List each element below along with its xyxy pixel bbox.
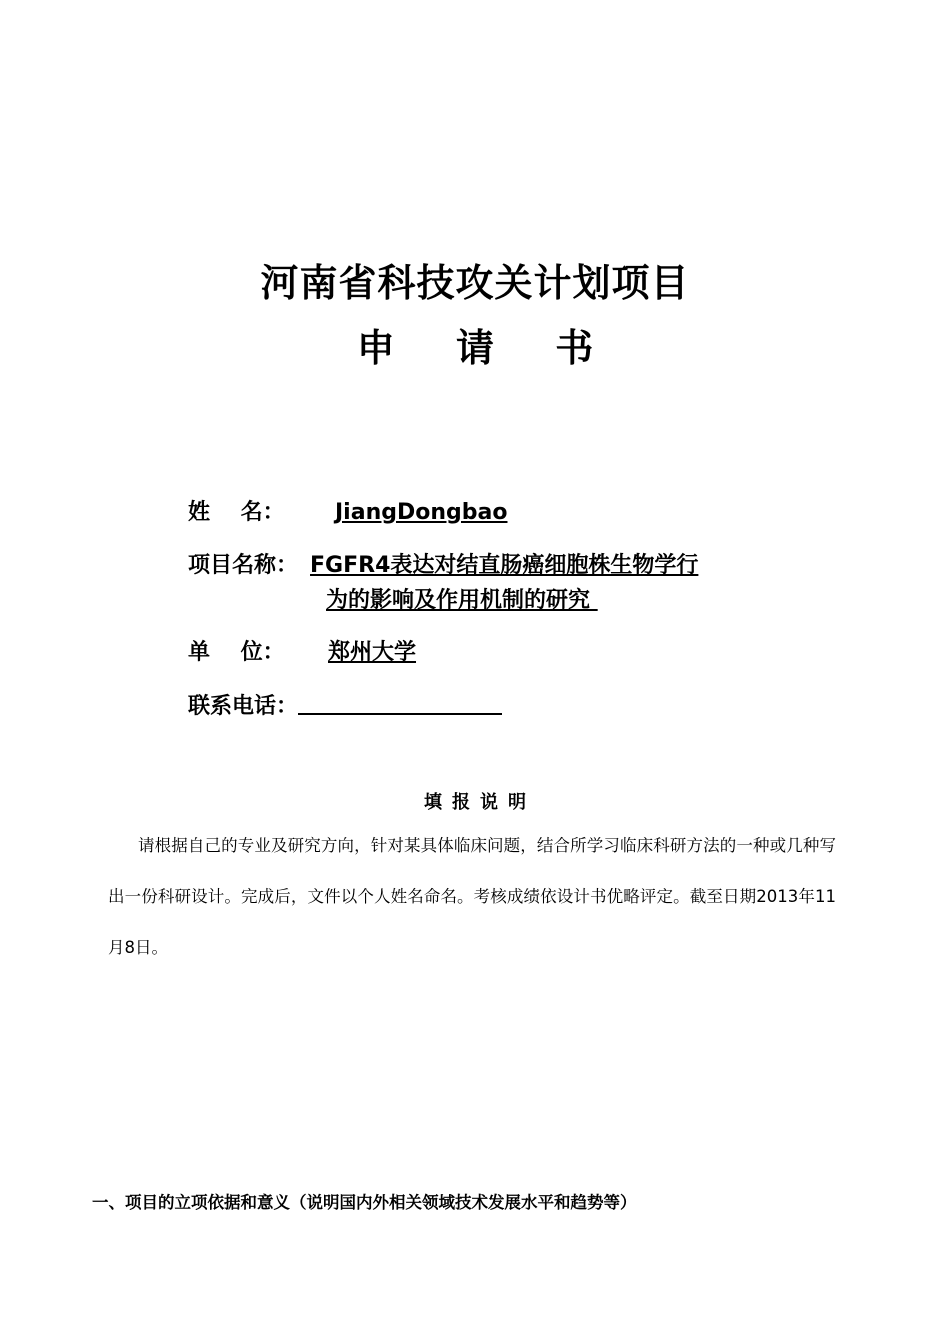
phone-field bbox=[188, 691, 502, 722]
project-name-value-line2: 为的影响及作用机制的研究 bbox=[326, 588, 598, 613]
project-name-value-line1: FGFR4表达对结直肠癌细胞株生物学行 bbox=[310, 553, 699, 578]
project-name-label: 项目名称： bbox=[188, 553, 299, 578]
unit-value: 郑州大学 bbox=[328, 640, 417, 665]
name-value: JiangDongbao bbox=[335, 500, 508, 525]
name-field bbox=[188, 498, 507, 528]
notice-body: 请根据自己的专业及研究方向，针对某具体临床问题，结合所学习临床科研方法的一种或几种写出一份科研设计。完成后，文件以个人姓名命名。考核成绩依设计书优略评定。截至日期2013年11月8日。 bbox=[108, 836, 836, 957]
unit-label: 单 位： bbox=[188, 640, 285, 665]
project-name-field bbox=[188, 551, 698, 581]
section-heading: 一、项目的立项依据和意义（说明国内外相关领域技术发展水平和趋势等） bbox=[92, 1193, 637, 1212]
notice-title: 填报说明 bbox=[424, 792, 536, 813]
document-title: 河南省科技攻关计划项目 bbox=[260, 261, 690, 305]
phone-blank-line bbox=[298, 691, 502, 715]
unit-field bbox=[188, 638, 418, 668]
document-subtitle: 申 请 书 bbox=[356, 326, 618, 370]
name-label: 姓 名： bbox=[188, 500, 285, 525]
phone-label: 联系电话： bbox=[188, 694, 299, 719]
